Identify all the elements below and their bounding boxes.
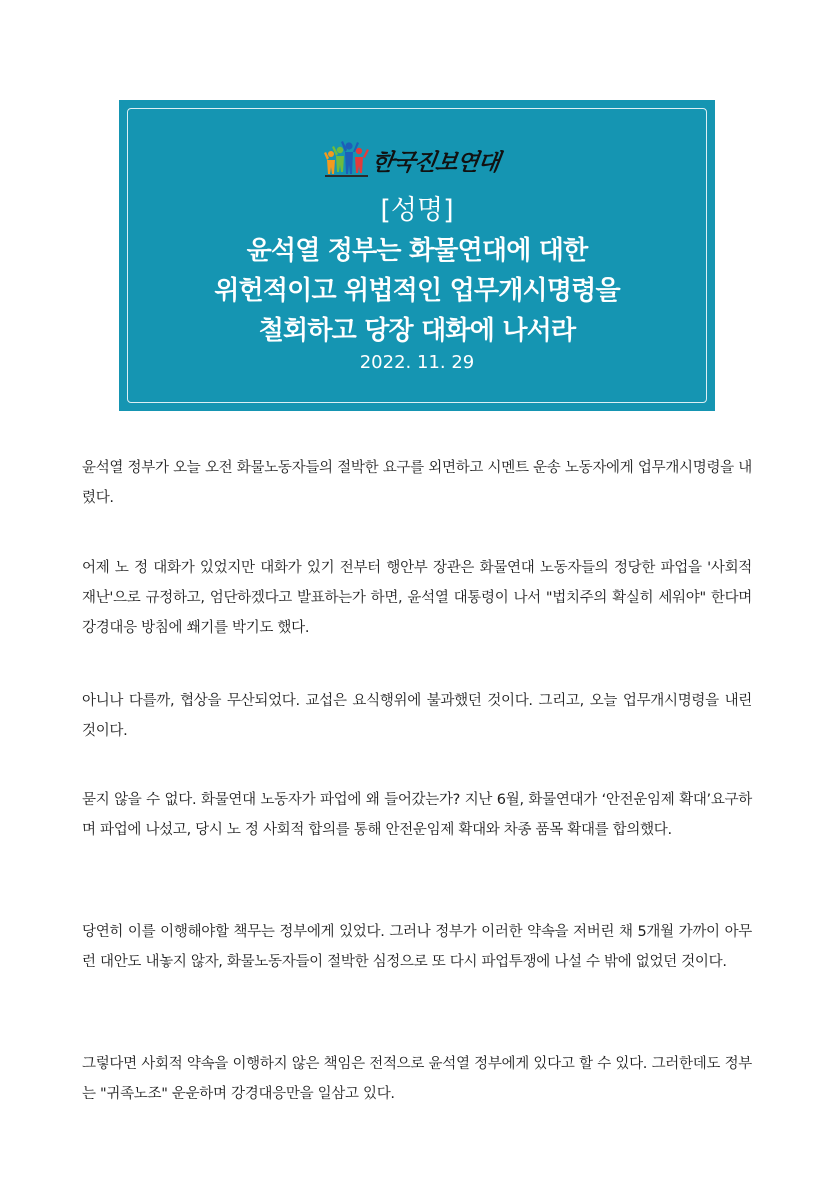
logo-wordmark: 한국진보연대 bbox=[369, 148, 501, 176]
body-paragraph-6: 그렇다면 사회적 약속을 이행하지 않은 책임은 전적으로 윤석열 정부에게 있다고 할 수 있다. 그러한데도 정부는 "귀족노조" 운운하며 강경대응만을 일삼고 있다. bbox=[82, 1056, 752, 1102]
organization-logo bbox=[324, 140, 499, 180]
headline-line-1: 윤석열 정부는 화물연대에 대한 bbox=[246, 236, 588, 266]
statement-label: [성명] bbox=[380, 195, 454, 226]
people-logo-icon bbox=[324, 140, 370, 180]
body-paragraph-2: 어제 노 정 대화가 있었지만 대화가 있기 전부터 행안부 장관은 화물연대 노동자들의 정당한 파업을 '사회적 재난'으로 규정하고, 엄단하겠다고 발표하는가 하면, 윤석열 대통령이 나서 "법치주의 확실히 세워야" 한다며 강경대응 방침에 쐐기를 박기도 했다. bbox=[82, 560, 752, 636]
statement-date: 2022. 11. 29 bbox=[359, 352, 475, 373]
body-paragraph-1: 윤석열 정부가 오늘 오전 화물노동자들의 절박한 요구를 외면하고 시멘트 운송 노동자에게 업무개시명령을 내렸다. bbox=[82, 460, 752, 506]
body-paragraph-4: 묻지 않을 수 없다. 화물연대 노동자가 파업에 왜 들어갔는가? 지난 6월, 화물연대가 ‘안전운임제 확대’요구하며 파업에 나섰고, 당시 노 정 사회적 합의를 통해 안전운임제 확대와 차종 품목 확대를 합의했다. bbox=[82, 792, 752, 838]
statement-banner bbox=[119, 100, 715, 411]
body-paragraph-3: 아니나 다를까, 협상을 무산되었다. 교섭은 요식행위에 불과했던 것이다. 그리고, 오늘 업무개시명령을 내린 것이다. bbox=[82, 693, 752, 739]
headline-line-3: 철회하고 당장 대화에 나서라 bbox=[258, 316, 576, 346]
headline-line-2: 위헌적이고 위법적인 업무개시명령을 bbox=[214, 276, 620, 306]
body-paragraph-5: 당연히 이를 이행해야할 책무는 정부에게 있었다. 그러나 정부가 이러한 약속을 저버린 채 5개월 가까이 아무런 대안도 내놓지 않자, 화물노동자들이 절박한 심정으로 또 다시 파업투쟁에 나설 수 밖에 없었던 것이다. bbox=[82, 924, 752, 970]
